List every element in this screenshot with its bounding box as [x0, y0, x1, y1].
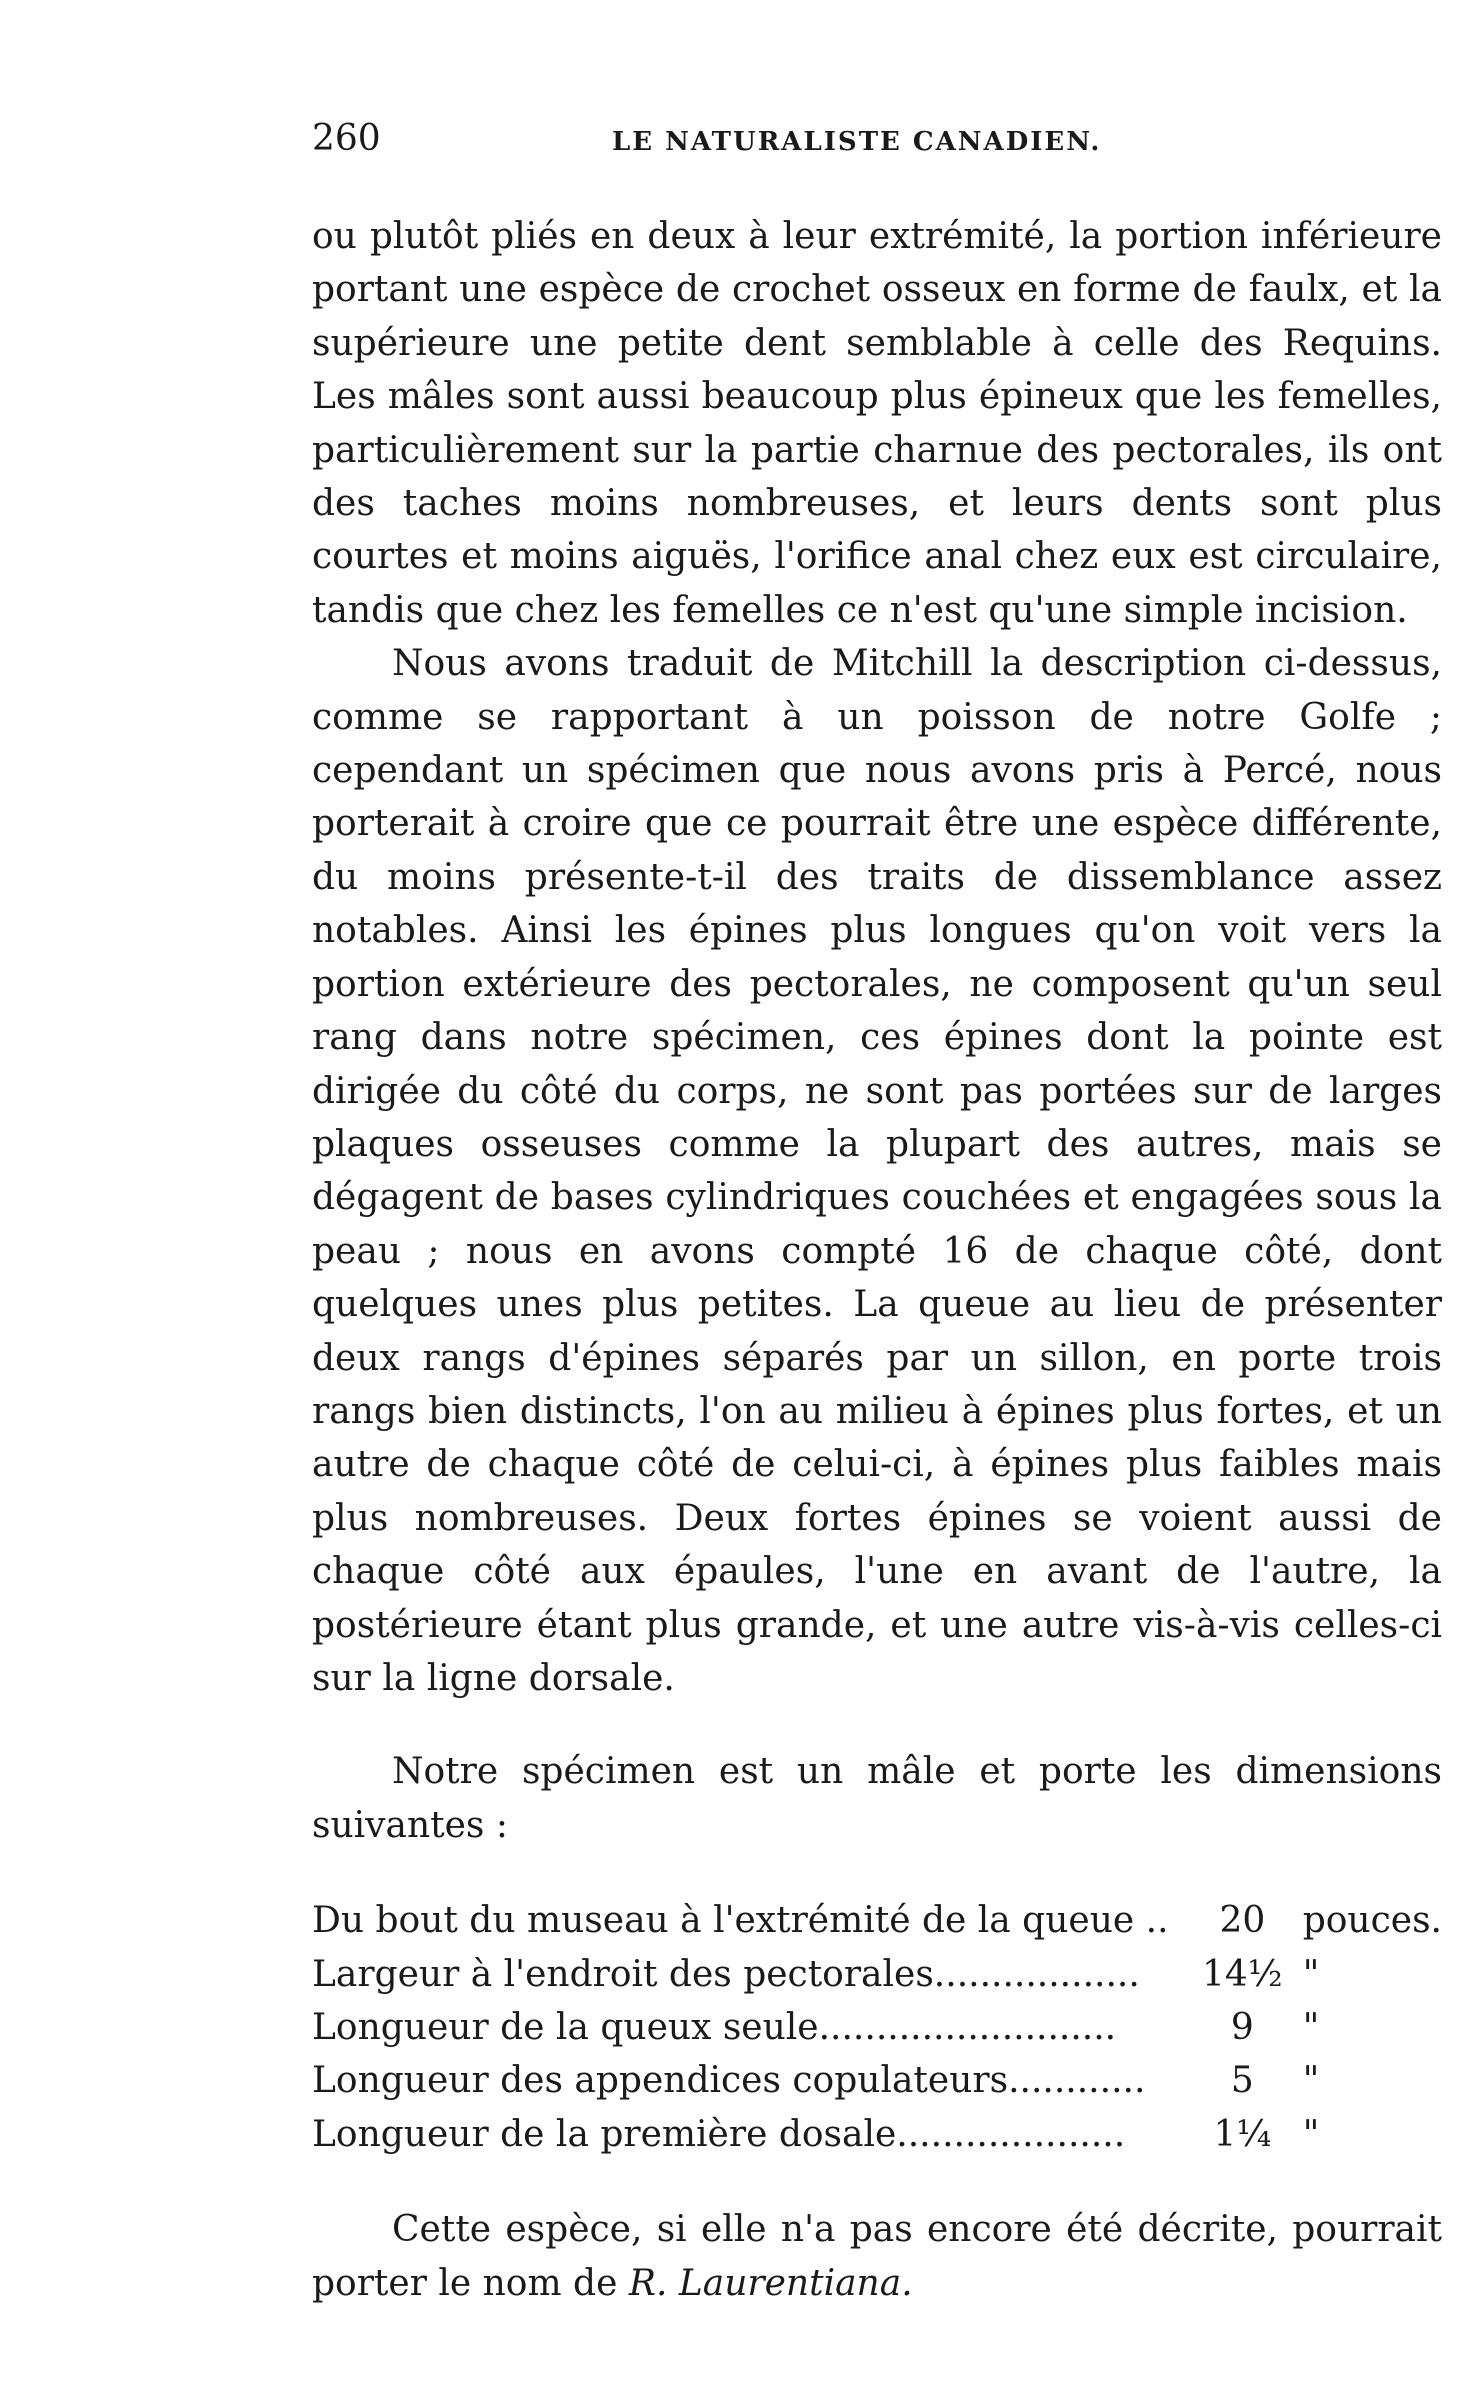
page-header [312, 118, 1442, 178]
measure-value: 5 [1230, 2060, 1254, 2102]
measure-label: Longueur de la première dosale.................... [312, 2113, 1126, 2155]
measure-unit: " [1302, 1953, 1320, 1995]
paragraph-closing [312, 2203, 1442, 2310]
book-page [312, 118, 1442, 2310]
measure-unit: " [1302, 2007, 1320, 2048]
measure-label: Longueur de la queux seule.......................... [312, 2007, 1117, 2048]
table-row [312, 2108, 1442, 2161]
paragraph-dimensions-intro: Notre spécimen est un mâle et porte les dimensions suivantes : [312, 1751, 1442, 1846]
measure-unit: " [1302, 2113, 1320, 2155]
table-row [312, 1894, 1442, 1947]
closing-text: Cette espèce, si elle n'a pas encore été décrite, pourrait porter le nom de [312, 2209, 1442, 2304]
table-row [312, 1948, 1442, 2001]
dimensions-table [312, 1894, 1442, 2161]
paragraph-continuation: ou plutôt pliés en deux à leur extrémité, la portion inférieure portant une espèce de crochet osseux en forme de faulx, et la supérieure une petite dent semblable à celle des Requins. Les mâles sont aussi beaucoup plus épineux que les femelles, particulièrement sur la partie charnue des pectorales, ils ont des taches moins nombreuses, et leurs dents sont plus courtes et moins aiguës, l'orifice anal chez eux est circulaire, tandis que chez les femelles ce n'est qu'une simple incision. [312, 216, 1442, 631]
measure-value: 14½ [1202, 1953, 1283, 1995]
running-head: LE NATURALISTE CANADIEN. [612, 127, 1102, 157]
measure-value: 9 [1230, 2007, 1254, 2048]
table-row [312, 2001, 1442, 2054]
measure-label: Largeur à l'endroit des pectorales.................. [312, 1953, 1140, 1995]
paragraph-description: Nous avons traduit de Mitchill la description ci-dessus, comme se rapportant à un poisson de notre Golfe ; cependant un spécimen que nous avons pris à Percé, nous porterait à croire que ce pourrait être une espèce différente, du moins présente-t-il des traits de dissemblance assez notables. Ainsi les épines plus longues qu'on voit vers la portion extérieure des pectorales, ne composent qu'un seul rang dans notre spécimen, ces épines dont la pointe est dirigée du côté du corps, ne sont pas portées sur de larges plaques osseuses comme la plupart des autres, mais se dégagent de bases cylindriques couchées et engagées sous la peau ; nous en avons compté 16 de chaque côté, dont quelques unes plus petites. La queue au lieu de présenter deux rangs d'épines séparés par un sillon, en porte trois rangs bien distincts, l'on au milieu à épines plus fortes, et un autre de chaque côté de celui-ci, à épines plus faibles mais plus nombreuses. Deux fortes épines se voient aussi de chaque côté aux épaules, l'une en avant de l'autre, la postérieure étant plus grande, et une autre vis-à-vis celles-ci sur la ligne dorsale. [312, 643, 1442, 1699]
page-number: 260 [312, 118, 381, 159]
measure-value: 1¼ [1213, 2113, 1272, 2155]
species-name: R. Laurentiana. [628, 2262, 913, 2304]
measure-unit: pouces. [1302, 1900, 1442, 1942]
measure-label: Longueur des appendices copulateurs............ [312, 2060, 1146, 2102]
measure-unit: " [1302, 2060, 1320, 2102]
measure-value: 20 [1219, 1900, 1266, 1942]
measure-label: Du bout du museau à l'extrémité de la queue .. [312, 1900, 1169, 1942]
table-row [312, 2054, 1442, 2107]
